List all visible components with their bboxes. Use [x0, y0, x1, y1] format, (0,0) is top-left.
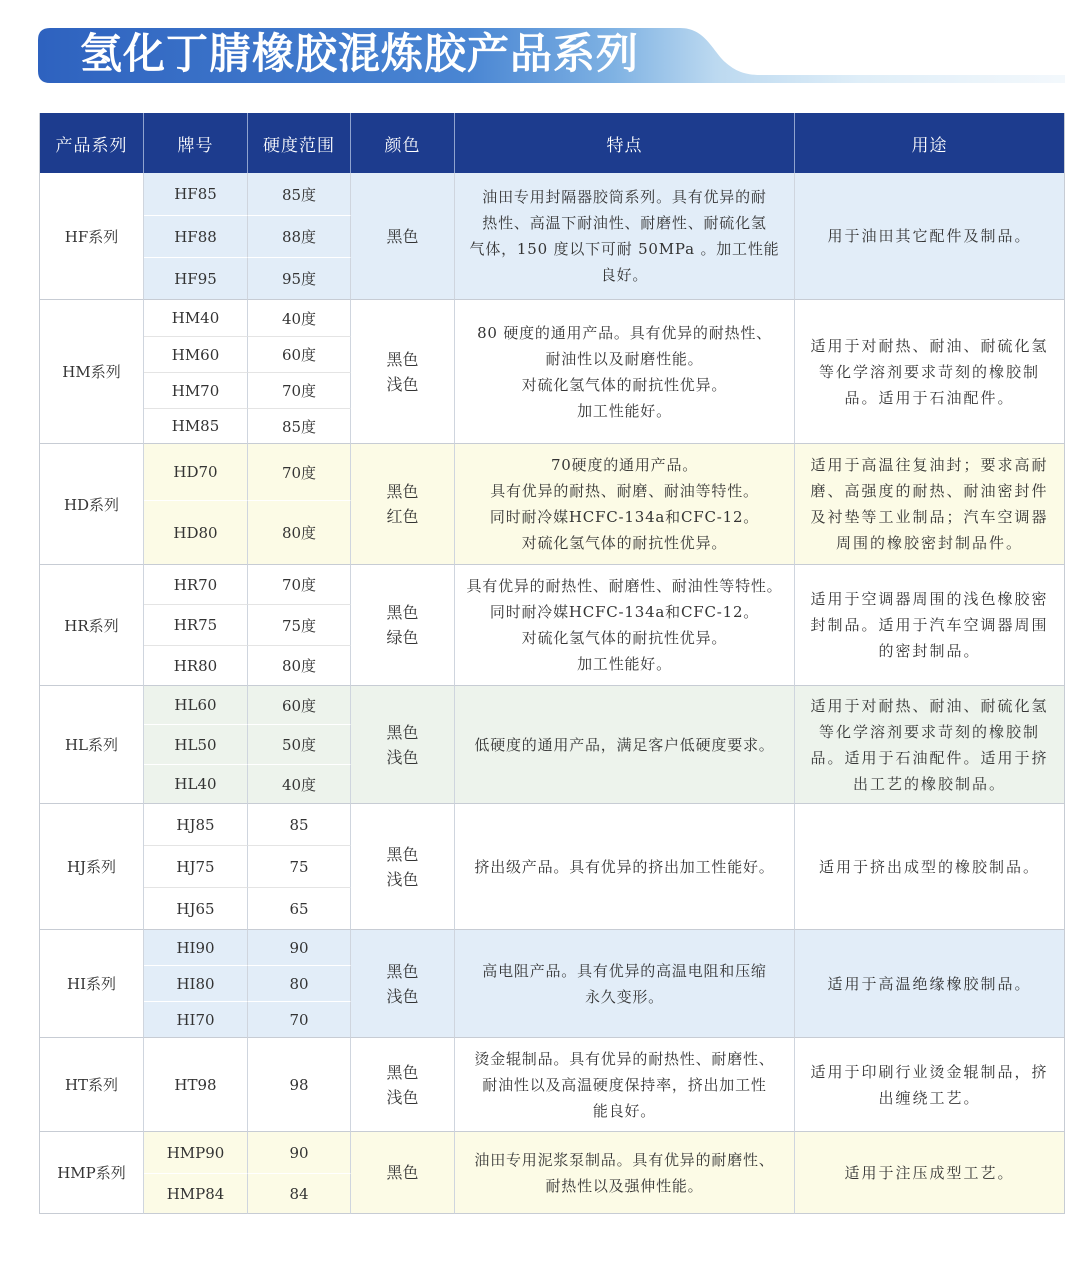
header-color: 颜色 [351, 113, 455, 173]
features-line: 热性、高温下耐油性、耐磨性、耐硫化氢 [482, 214, 767, 232]
grade-cell: HD70 [144, 444, 248, 501]
grade-cell: HR80 [144, 646, 248, 686]
header-series: 产品系列 [40, 113, 144, 173]
hardness-cell: 50度 [248, 725, 351, 765]
features-line: 油田专用泥浆泵制品。具有优异的耐磨性、 [474, 1150, 775, 1169]
grade-cell: HI80 [144, 966, 248, 1002]
uses-line: 等化学溶剂要求苛刻的橡胶制 [818, 362, 1040, 381]
hardness-cell: 98 [248, 1038, 351, 1132]
color-cell [351, 1038, 455, 1132]
series-cell: HL系列 [40, 686, 144, 804]
header-uses: 用途 [795, 113, 1064, 173]
table-row [40, 300, 1064, 337]
table-row [40, 804, 1064, 846]
color-line: 绿色 [386, 628, 419, 647]
series-cell: HT系列 [40, 1038, 144, 1132]
hardness-cell: 60度 [248, 337, 351, 373]
uses-cell [795, 565, 1064, 686]
color-line: 浅色 [386, 869, 419, 889]
series-cell: HD系列 [40, 444, 144, 565]
features-line: 对硫化氢气体的耐抗性优异。 [521, 629, 728, 647]
uses-line: 磨、高强度的耐热、耐油密封件 [810, 482, 1049, 500]
grade-cell: HF95 [144, 258, 248, 300]
features-line: 高电阻产品。具有优异的高温电阻和压缩 [482, 961, 767, 980]
table-row [40, 173, 1064, 216]
features-line: 同时耐冷媒HCFC-134a和CFC-12。 [489, 603, 760, 621]
grade-cell: HMP84 [144, 1174, 248, 1214]
color-line: 浅色 [386, 1087, 419, 1107]
color-line: 浅色 [386, 374, 419, 394]
color-line: 黑色 [386, 349, 419, 369]
hardness-cell: 84 [248, 1174, 351, 1214]
color-line: 浅色 [386, 986, 419, 1006]
color-cell [351, 565, 455, 686]
hardness-cell: 80度 [248, 646, 351, 686]
table-row [40, 1038, 1064, 1132]
color-line: 黑色 [386, 1163, 419, 1182]
uses-cell [795, 1038, 1064, 1132]
header-features: 特点 [455, 113, 795, 173]
color-cell [351, 173, 455, 300]
features-line: 加工性能好。 [577, 401, 672, 420]
hardness-cell: 88度 [248, 216, 351, 258]
color-line: 黑色 [386, 844, 419, 864]
uses-line: 用于油田其它配件及制品。 [827, 227, 1032, 245]
uses-cell [795, 444, 1064, 565]
color-cell [351, 444, 455, 565]
uses-line: 适用于注压成型工艺。 [844, 1163, 1015, 1182]
color-cell [351, 1132, 455, 1214]
series-cell: HR系列 [40, 565, 144, 686]
hardness-cell: 85度 [248, 173, 351, 216]
color-line: 黑色 [386, 722, 419, 742]
series-cell: HJ系列 [40, 804, 144, 930]
features-line: 烫金辊制品。具有优异的耐热性、耐磨性、 [474, 1049, 775, 1068]
features-line: 具有优异的耐热、耐磨、耐油等特性。 [490, 482, 759, 500]
uses-line: 适用于挤出成型的橡胶制品。 [818, 857, 1040, 876]
hardness-cell: 80度 [248, 501, 351, 565]
features-line: 低硬度的通用产品，满足客户低硬度要求。 [474, 735, 775, 754]
hardness-cell: 70 [248, 1002, 351, 1038]
grade-cell: HR75 [144, 605, 248, 646]
uses-line: 封制品。适用于汽车空调器周围 [810, 616, 1049, 634]
table-row [40, 1132, 1064, 1174]
uses-line: 品。适用于石油配件。适用于挤 [810, 748, 1049, 767]
features-line: 70硬度的通用产品。 [550, 456, 699, 474]
hardness-cell: 80 [248, 966, 351, 1002]
color-line: 红色 [386, 507, 419, 526]
hardness-cell: 65 [248, 888, 351, 930]
color-line: 黑色 [386, 603, 419, 622]
grade-cell: HL60 [144, 686, 248, 725]
hardness-cell: 85度 [248, 409, 351, 444]
grade-cell: HM60 [144, 337, 248, 373]
hardness-cell: 90 [248, 1132, 351, 1174]
features-line: 具有优异的耐热性、耐磨性、耐油性等特性。 [466, 577, 783, 595]
uses-line: 等化学溶剂要求苛刻的橡胶制 [818, 722, 1040, 741]
color-cell [351, 930, 455, 1038]
features-line: 能良好。 [592, 1101, 657, 1120]
uses-cell [795, 686, 1064, 804]
series-cell: HM系列 [40, 300, 144, 444]
hardness-cell: 90 [248, 930, 351, 966]
grade-cell: HR70 [144, 565, 248, 605]
grade-cell: HM85 [144, 409, 248, 444]
uses-cell [795, 173, 1064, 300]
color-line: 黑色 [386, 482, 419, 501]
features-line: 油田专用封隔器胶筒系列。具有优异的耐 [482, 188, 767, 206]
uses-line: 适用于印刷行业烫金辊制品，挤 [810, 1062, 1049, 1081]
grade-cell: HF85 [144, 173, 248, 216]
features-cell [455, 173, 795, 300]
uses-line: 品。适用于石油配件。 [844, 388, 1015, 407]
uses-line: 周围的橡胶密封制品件。 [835, 534, 1023, 552]
features-line: 80 硬度的通用产品。具有优异的耐热性、 [477, 323, 772, 342]
features-line: 气体，150 度以下可耐 50MPa 。加工性能 [469, 240, 780, 258]
uses-line: 及衬垫等工业制品；汽车空调器 [810, 508, 1049, 526]
hardness-cell: 40度 [248, 765, 351, 804]
page-title: 氢化丁腈橡胶混炼胶产品系列 [80, 29, 640, 78]
color-cell [351, 686, 455, 804]
grade-cell: HD80 [144, 501, 248, 565]
grade-cell: HJ65 [144, 888, 248, 930]
color-line: 浅色 [386, 747, 419, 767]
uses-cell [795, 930, 1064, 1038]
grade-cell: HJ75 [144, 846, 248, 888]
features-line: 对硫化氢气体的耐抗性优异。 [521, 534, 728, 552]
grade-cell: HI70 [144, 1002, 248, 1038]
hardness-cell: 60度 [248, 686, 351, 725]
features-line: 耐油性以及高温硬度保持率，挤出加工性 [482, 1075, 767, 1094]
uses-cell [795, 804, 1064, 930]
uses-line: 出工艺的橡胶制品。 [852, 774, 1006, 793]
table-row [40, 930, 1064, 966]
hardness-cell: 70度 [248, 565, 351, 605]
features-line: 挤出级产品。具有优异的挤出加工性能好。 [474, 857, 775, 876]
grade-cell: HI90 [144, 930, 248, 966]
features-cell [455, 930, 795, 1038]
color-line: 黑色 [386, 1062, 419, 1082]
hardness-cell: 70度 [248, 373, 351, 409]
features-cell [455, 1038, 795, 1132]
grade-cell: HL40 [144, 765, 248, 804]
hardness-cell: 85 [248, 804, 351, 846]
features-cell [455, 686, 795, 804]
features-cell [455, 444, 795, 565]
grade-cell: HT98 [144, 1038, 248, 1132]
features-cell [455, 1132, 795, 1214]
uses-cell [795, 1132, 1064, 1214]
features-cell [455, 565, 795, 686]
uses-line: 适用于高温往复油封；要求高耐 [810, 456, 1049, 474]
features-line: 对硫化氢气体的耐抗性优异。 [521, 375, 728, 394]
uses-line: 适用于高温绝缘橡胶制品。 [827, 974, 1032, 993]
features-line: 耐热性以及强伸性能。 [545, 1176, 704, 1195]
series-cell: HF系列 [40, 173, 144, 300]
features-line: 良好。 [600, 266, 649, 284]
color-cell [351, 804, 455, 930]
color-line: 黑色 [386, 226, 419, 246]
hardness-cell: 40度 [248, 300, 351, 337]
grade-cell: HL50 [144, 725, 248, 765]
features-cell [455, 804, 795, 930]
grade-cell: HM40 [144, 300, 248, 337]
uses-line: 出缠绕工艺。 [878, 1088, 981, 1107]
features-line: 耐油性以及耐磨性能。 [545, 349, 704, 368]
grade-cell: HJ85 [144, 804, 248, 846]
grade-cell: HF88 [144, 216, 248, 258]
uses-line: 适用于空调器周围的浅色橡胶密 [810, 590, 1049, 608]
features-line: 永久变形。 [584, 987, 664, 1006]
features-line: 同时耐冷媒HCFC-134a和CFC-12。 [489, 508, 760, 526]
table-body [40, 173, 1064, 1214]
uses-line: 适用于对耐热、耐油、耐硫化氢 [810, 696, 1049, 715]
features-line: 加工性能好。 [577, 655, 672, 673]
grade-cell: HM70 [144, 373, 248, 409]
product-table [39, 113, 1065, 1214]
hardness-cell: 75度 [248, 605, 351, 646]
table-row [40, 565, 1064, 605]
header-grade: 牌号 [144, 113, 248, 173]
header-hardness: 硬度范围 [248, 113, 351, 173]
table-row [40, 686, 1064, 725]
table-row [40, 444, 1064, 501]
hardness-cell: 75 [248, 846, 351, 888]
uses-cell [795, 300, 1064, 444]
hardness-cell: 95度 [248, 258, 351, 300]
color-cell [351, 300, 455, 444]
series-cell: HI系列 [40, 930, 144, 1038]
series-cell: HMP系列 [40, 1132, 144, 1214]
grade-cell: HMP90 [144, 1132, 248, 1174]
features-cell [455, 300, 795, 444]
uses-line: 的密封制品。 [878, 642, 981, 660]
hardness-cell: 70度 [248, 444, 351, 501]
table-header-row [40, 113, 1064, 173]
uses-line: 适用于对耐热、耐油、耐硫化氢 [810, 336, 1049, 355]
color-line: 黑色 [386, 961, 419, 981]
